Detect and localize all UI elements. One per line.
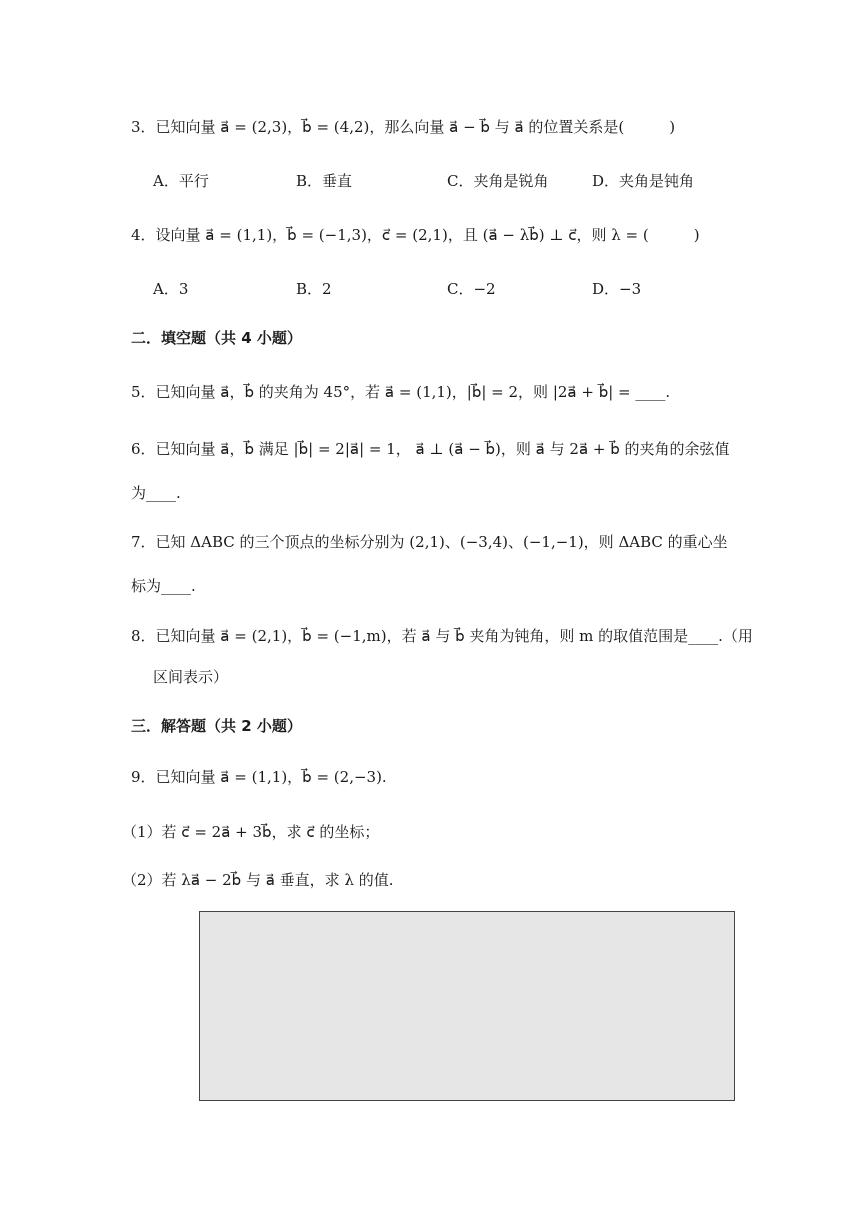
question-4-option-c: C．−2 (447, 280, 496, 298)
question-9-part-2: （2）若 λa⃗ − 2b⃗ 与 a⃗ 垂直，求 λ 的值. (122, 871, 394, 889)
question-3-option-c: C．夹角是锐角 (447, 172, 549, 190)
question-3-option-a: A．平行 (153, 172, 209, 190)
question-9-stem: 9．已知向量 a⃗ = (1,1)，b⃗ = (2,−3). (131, 768, 387, 786)
question-3-option-b: B．垂直 (296, 172, 353, 190)
question-9-part-1: （1）若 c⃗ = 2a⃗ + 3b⃗，求 c⃗ 的坐标； (122, 823, 380, 841)
question-5-stem: 5．已知向量 a⃗，b⃗ 的夹角为 45°，若 a⃗ = (1,1)，|b⃗| = 2，则 |2a⃗ + b⃗| = ____. (131, 383, 671, 401)
question-8-line-1: 8．已知向量 a⃗ = (2,1)，b⃗ = (−1,m)，若 a⃗ 与 b⃗ 夹角为钝角，则 m 的取值范围是____.（用 (131, 627, 753, 645)
section-3-heading: 三．解答题（共 2 小题） (131, 717, 302, 735)
section-2-heading: 二．填空题（共 4 小题） (131, 329, 302, 347)
answer-box[interactable] (199, 911, 735, 1101)
question-3-option-d: D．夹角是钝角 (592, 172, 695, 190)
question-6-line-2: 为____. (131, 484, 181, 502)
question-6-line-1: 6．已知向量 a⃗，b⃗ 满足 |b⃗| = 2|a⃗| = 1， a⃗ ⊥ (a⃗ − b⃗)，则 a⃗ 与 2a⃗ + b⃗ 的夹角的余弦值 (131, 440, 730, 458)
question-4-option-d: D．−3 (592, 280, 642, 298)
question-8-line-2: 区间表示） (153, 668, 229, 686)
question-4-option-a: A．3 (153, 280, 189, 298)
question-7-line-1: 7．已知 ΔABC 的三个顶点的坐标分别为 (2,1)、(−3,4)、(−1,−1)，则 ΔABC 的重心坐 (131, 533, 728, 551)
question-4-stem: 4．设向量 a⃗ = (1,1)，b⃗ = (−1,3)，c⃗ = (2,1)，且 (a⃗ − λb⃗) ⊥ c⃗，则 λ = ( ) (131, 226, 700, 244)
question-3-stem: 3．已知向量 a⃗ = (2,3)，b⃗ = (4,2)，那么向量 a⃗ − b⃗ 与 a⃗ 的位置关系是( ) (131, 118, 676, 136)
question-7-line-2: 标为____. (131, 577, 196, 595)
question-4-option-b: B．2 (296, 280, 332, 298)
